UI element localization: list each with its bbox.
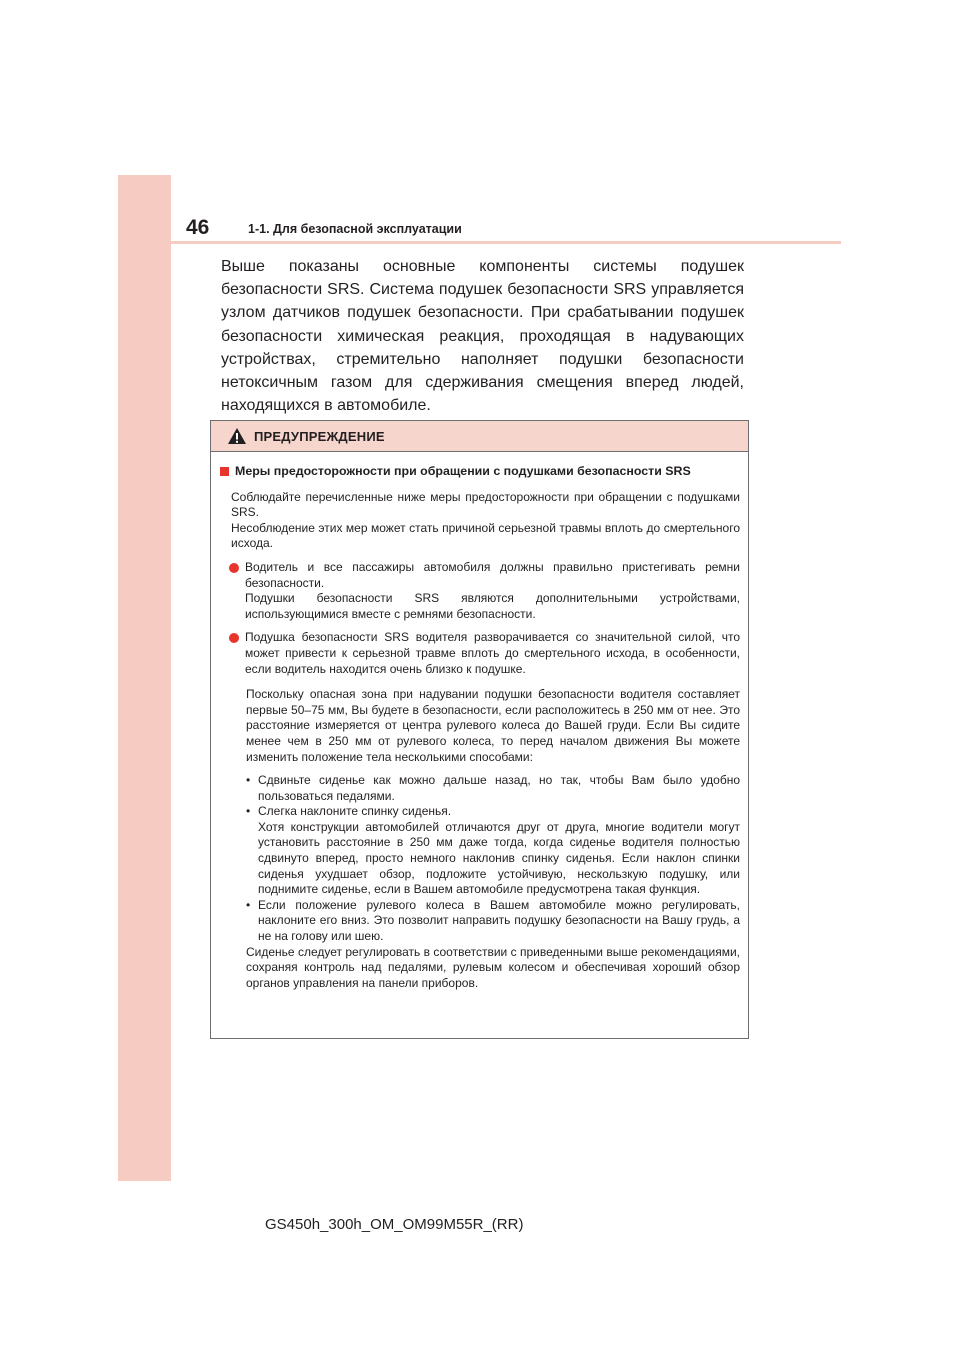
sub-item-text: Слегка наклоните спинку сиденья. xyxy=(258,804,452,819)
bullet-item xyxy=(219,560,740,622)
bullet-line: Подушка безопасности SRS водителя разворачивается со значительной силой, что может привести к серьезной травме вплоть до смертельного исхода, в особенности, если водитель находится очень близко к подушке. xyxy=(245,630,740,676)
warning-title: ПРЕДУПРЕЖДЕНИЕ xyxy=(254,428,385,444)
sub-item-text: Сдвиньте сиденье как можно дальше назад, но так, чтобы Вам было удобно пользоваться педалями. xyxy=(258,773,740,803)
sub-item-extra: Хотя конструкции автомобилей отличаются друг от друга, многие водители могут установить расстояние в 250 мм даже тогда, когда сиденье водителя полностью сдвинуто вперед, просто немного наклонив спинку сиденья. Если наклон спинки сиденья ухудшает обзор, подложите устойчивую, нескользкую подушку, или поднимите сиденье, если в Вашем автомобиле предусмотрена такая функция. xyxy=(258,819,740,897)
subheading-text: Меры предосторожности при обращении с подушками безопасности SRS xyxy=(235,464,691,478)
circle-bullet-icon xyxy=(229,633,239,643)
footer-code: GS450h_300h_OM_OM99M55R_(RR) xyxy=(265,1216,524,1233)
page-number: 46 xyxy=(186,216,210,239)
sub-item-mark: • xyxy=(246,773,251,788)
closing-paragraph: Сиденье следует регулировать в соответствии с приведенными выше рекомендациями, сохраняя контроль над педалями, рулевым колесом и обеспечивая хороший обзор органов управления на панели приборов. xyxy=(246,944,740,990)
warning-intro xyxy=(231,490,740,552)
header-rule xyxy=(171,241,841,244)
note-paragraph: Поскольку опасная зона при надувании подушки безопасности водителя составляет первые 50–75 мм, Вы будете в безопасности, если расположитесь в 250 мм от нее. Это расстояние измеряется от центра рулевого колеса до Вашей груди. Если Вы сидите менее чем в 250 мм от рулевого колеса, то перед началом движения Вы можете изменить положение тела несколькими способами: xyxy=(246,687,740,764)
sub-item xyxy=(246,898,740,945)
bullet-item xyxy=(219,630,740,677)
warning-triangle-icon xyxy=(227,427,247,445)
side-band xyxy=(118,175,171,1181)
sub-item-mark: • xyxy=(246,897,251,912)
intro-paragraph: Выше показаны основные компоненты системы подушек безопасности SRS. Система подушек безопасности SRS управляется узлом датчиков подушек безопасности. При срабатывании подушек безопасности химическая реакция, проходящая в надувающих устройствах, стремительно наполняет подушки безопасности нетоксичным газом для сдерживания смещения вперед людей, находящихся в автомобиле. xyxy=(221,258,744,415)
sub-item-mark: • xyxy=(246,804,251,819)
warning-header xyxy=(211,421,748,452)
note-block xyxy=(246,687,740,991)
warning-paragraph: Несоблюдение этих мер может стать причиной серьезной травмы вплоть до смертельного исхода. xyxy=(231,520,740,551)
bullet-line: Водитель и все пассажиры автомобиля должны правильно пристегивать ремни безопасности. xyxy=(245,559,740,590)
warning-subheading xyxy=(219,464,740,480)
circle-bullet-icon xyxy=(229,563,239,573)
square-bullet-icon xyxy=(220,467,229,476)
sub-item xyxy=(246,804,740,898)
warning-body xyxy=(211,452,748,991)
section-title: 1-1. Для безопасной эксплуатации xyxy=(248,222,462,236)
warning-paragraph: Соблюдайте перечисленные ниже меры предосторожности при обращении с подушками SRS. xyxy=(231,489,740,520)
warning-box xyxy=(210,420,749,1039)
sub-item xyxy=(246,773,740,804)
bullet-line: Подушки безопасности SRS являются дополнительными устройствами, использующимися вместе с ремнями безопасности. xyxy=(245,591,740,621)
sub-item-text: Если положение рулевого колеса в Вашем автомобиле можно регулировать, наклоните его вниз. Это позволит направить подушку безопасности на Вашу грудь, а не на голову или шею. xyxy=(258,897,740,944)
